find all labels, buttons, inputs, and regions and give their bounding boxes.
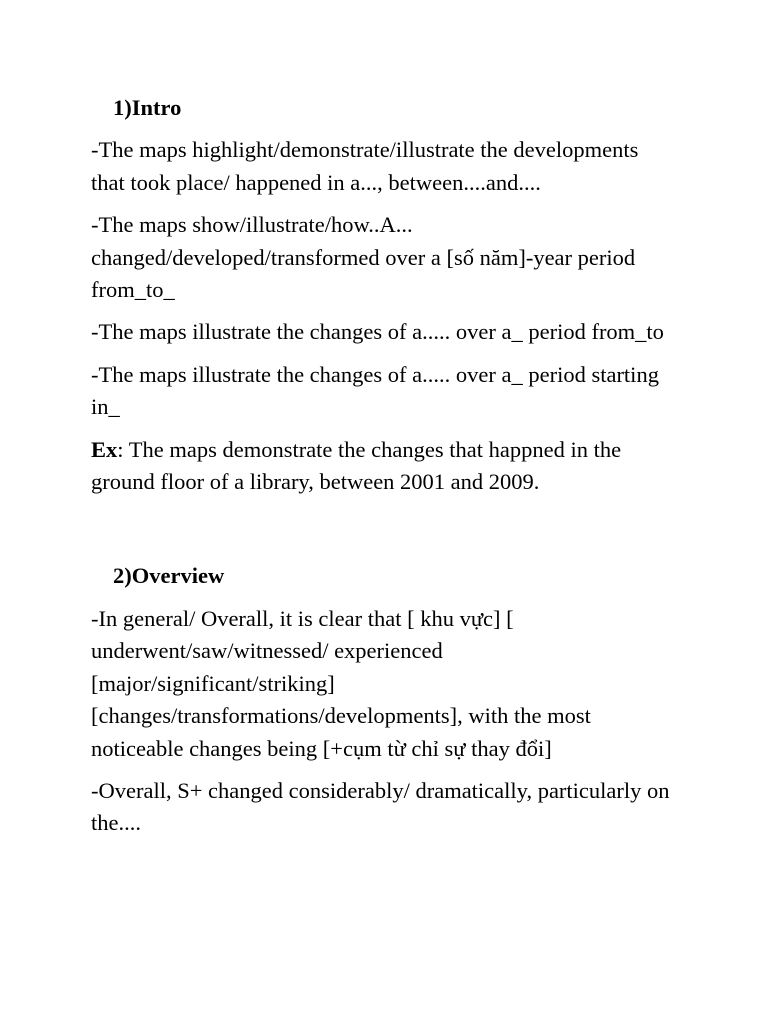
section-spacer [91,508,671,560]
section-title: Overview [131,563,225,589]
intro-paragraph-3: -The maps illustrate the changes of a..... over a_ period from_to [91,319,664,345]
overview-paragraph-2: -Overall, S+ changed considerably/ dramatically, particularly on the.... [91,777,670,836]
intro-paragraph-2: -The maps show/illustrate/how..A... changed/developed/transformed over a [số năm]-year period from_to_ [91,212,636,303]
section-heading-intro [113,92,671,124]
example-lead: Ex [91,436,118,462]
document-page [91,92,671,850]
intro-example [91,434,671,499]
example-text: : The maps demonstrate the changes that happned in the ground floor of a library, between 2001 and 2009. [91,436,622,495]
section-title: Intro [131,95,182,120]
overview-paragraph-1: -In general/ Overall, it is clear that [ khu vực] [ underwent/saw/witnessed/ experienced [major/significant/striking] [changes/transformations/developments], with the most noticeable changes being [+cụm từ chỉ sự thay đổi] [91,605,591,761]
section-number: 1) [113,95,132,120]
intro-paragraph-4: -The maps illustrate the changes of a..... over a_ period starting in_ [91,361,659,420]
section-number: 2) [113,563,132,589]
section-heading-overview [113,560,671,592]
intro-paragraph-1: -The maps highlight/demonstrate/illustrate the developments that took place/ happened in a..., between....and.... [91,137,639,195]
